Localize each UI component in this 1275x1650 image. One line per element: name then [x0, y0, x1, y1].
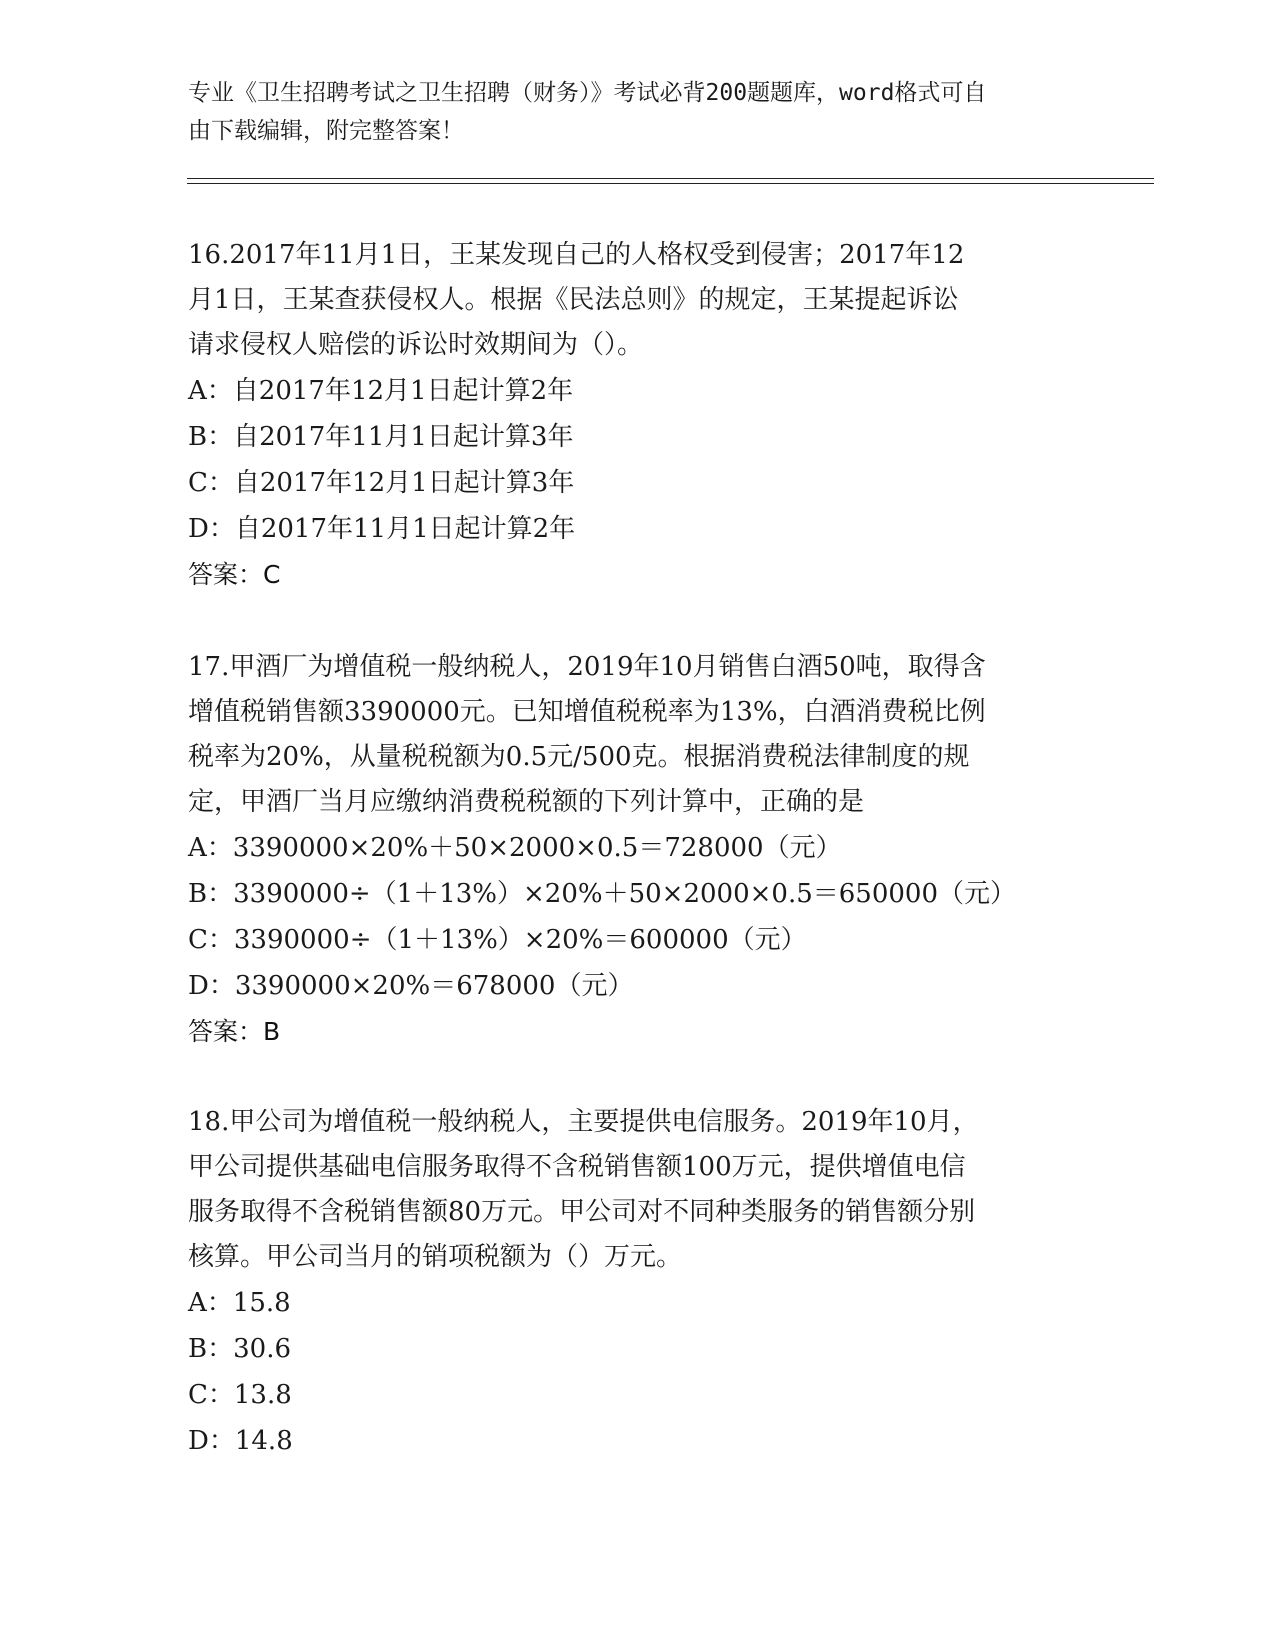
stem-line: 18.甲公司为增值税一般纳税人，主要提供电信服务。2019年10月， — [188, 1107, 979, 1137]
option-d: D：14.8 — [188, 1426, 293, 1456]
option-c: C：自2017年12月1日起计算3年 — [188, 468, 575, 498]
stem-line: 甲公司提供基础电信服务取得不含税销售额100万元，提供增值电信 — [188, 1152, 966, 1182]
stem-line: 税率为20%，从量税税额为0.5元/500克。根据消费税法律制度的规 — [188, 742, 970, 772]
option-b: B：30.6 — [188, 1334, 291, 1364]
question-stem — [188, 1100, 1088, 1280]
option-a: A：自2017年12月1日起计算2年 — [188, 376, 574, 406]
document-header — [188, 74, 1068, 150]
stem-line: 核算。甲公司当月的销项税额为（）万元。 — [188, 1242, 683, 1272]
stem-line: 请求侵权人赔偿的诉讼时效期间为（）。 — [188, 330, 644, 360]
stem-line: 17.甲酒厂为增值税一般纳税人，2019年10月销售白酒50吨，取得含 — [188, 652, 986, 682]
header-line: 专业《卫生招聘考试之卫生招聘（财务）》考试必背200题题库，word格式可自 — [188, 80, 987, 106]
question-stem — [188, 645, 1088, 825]
answer: 答案：B — [188, 1017, 281, 1046]
option-d: D：自2017年11月1日起计算2年 — [188, 514, 576, 544]
header-divider — [187, 183, 1154, 184]
question-stem — [188, 233, 1088, 368]
answer: 答案：C — [188, 560, 281, 589]
option-d: D：3390000×20%＝678000（元） — [188, 971, 634, 1001]
stem-line: 月1日，王某查获侵权人。根据《民法总则》的规定，王某提起诉讼 — [188, 285, 959, 315]
option-b: B：3390000÷（1＋13%）×20%＋50×2000×0.5＝650000（元） — [188, 879, 1017, 909]
option-b: B：自2017年11月1日起计算3年 — [188, 422, 574, 452]
stem-line: 定，甲酒厂当月应缴纳消费税税额的下列计算中，正确的是 — [188, 787, 865, 817]
stem-line: 服务取得不含税销售额80万元。甲公司对不同种类服务的销售额分别 — [188, 1197, 976, 1227]
option-a: A：15.8 — [188, 1288, 291, 1318]
stem-line: 16.2017年11月1日，王某发现自己的人格权受到侵害；2017年12 — [188, 240, 965, 270]
question-18 — [188, 1100, 1088, 1464]
stem-line: 增值税销售额3390000元。已知增值税税率为13%，白酒消费税比例 — [188, 697, 986, 727]
option-a: A：3390000×20%＋50×2000×0.5＝728000（元） — [188, 833, 842, 863]
header-line: 由下载编辑，附完整答案！ — [188, 118, 464, 144]
option-c: C：13.8 — [188, 1380, 292, 1410]
question-17 — [188, 645, 1088, 1055]
option-c: C：3390000÷（1＋13%）×20%＝600000（元） — [188, 925, 807, 955]
question-16 — [188, 233, 1088, 598]
header-divider — [187, 178, 1154, 179]
